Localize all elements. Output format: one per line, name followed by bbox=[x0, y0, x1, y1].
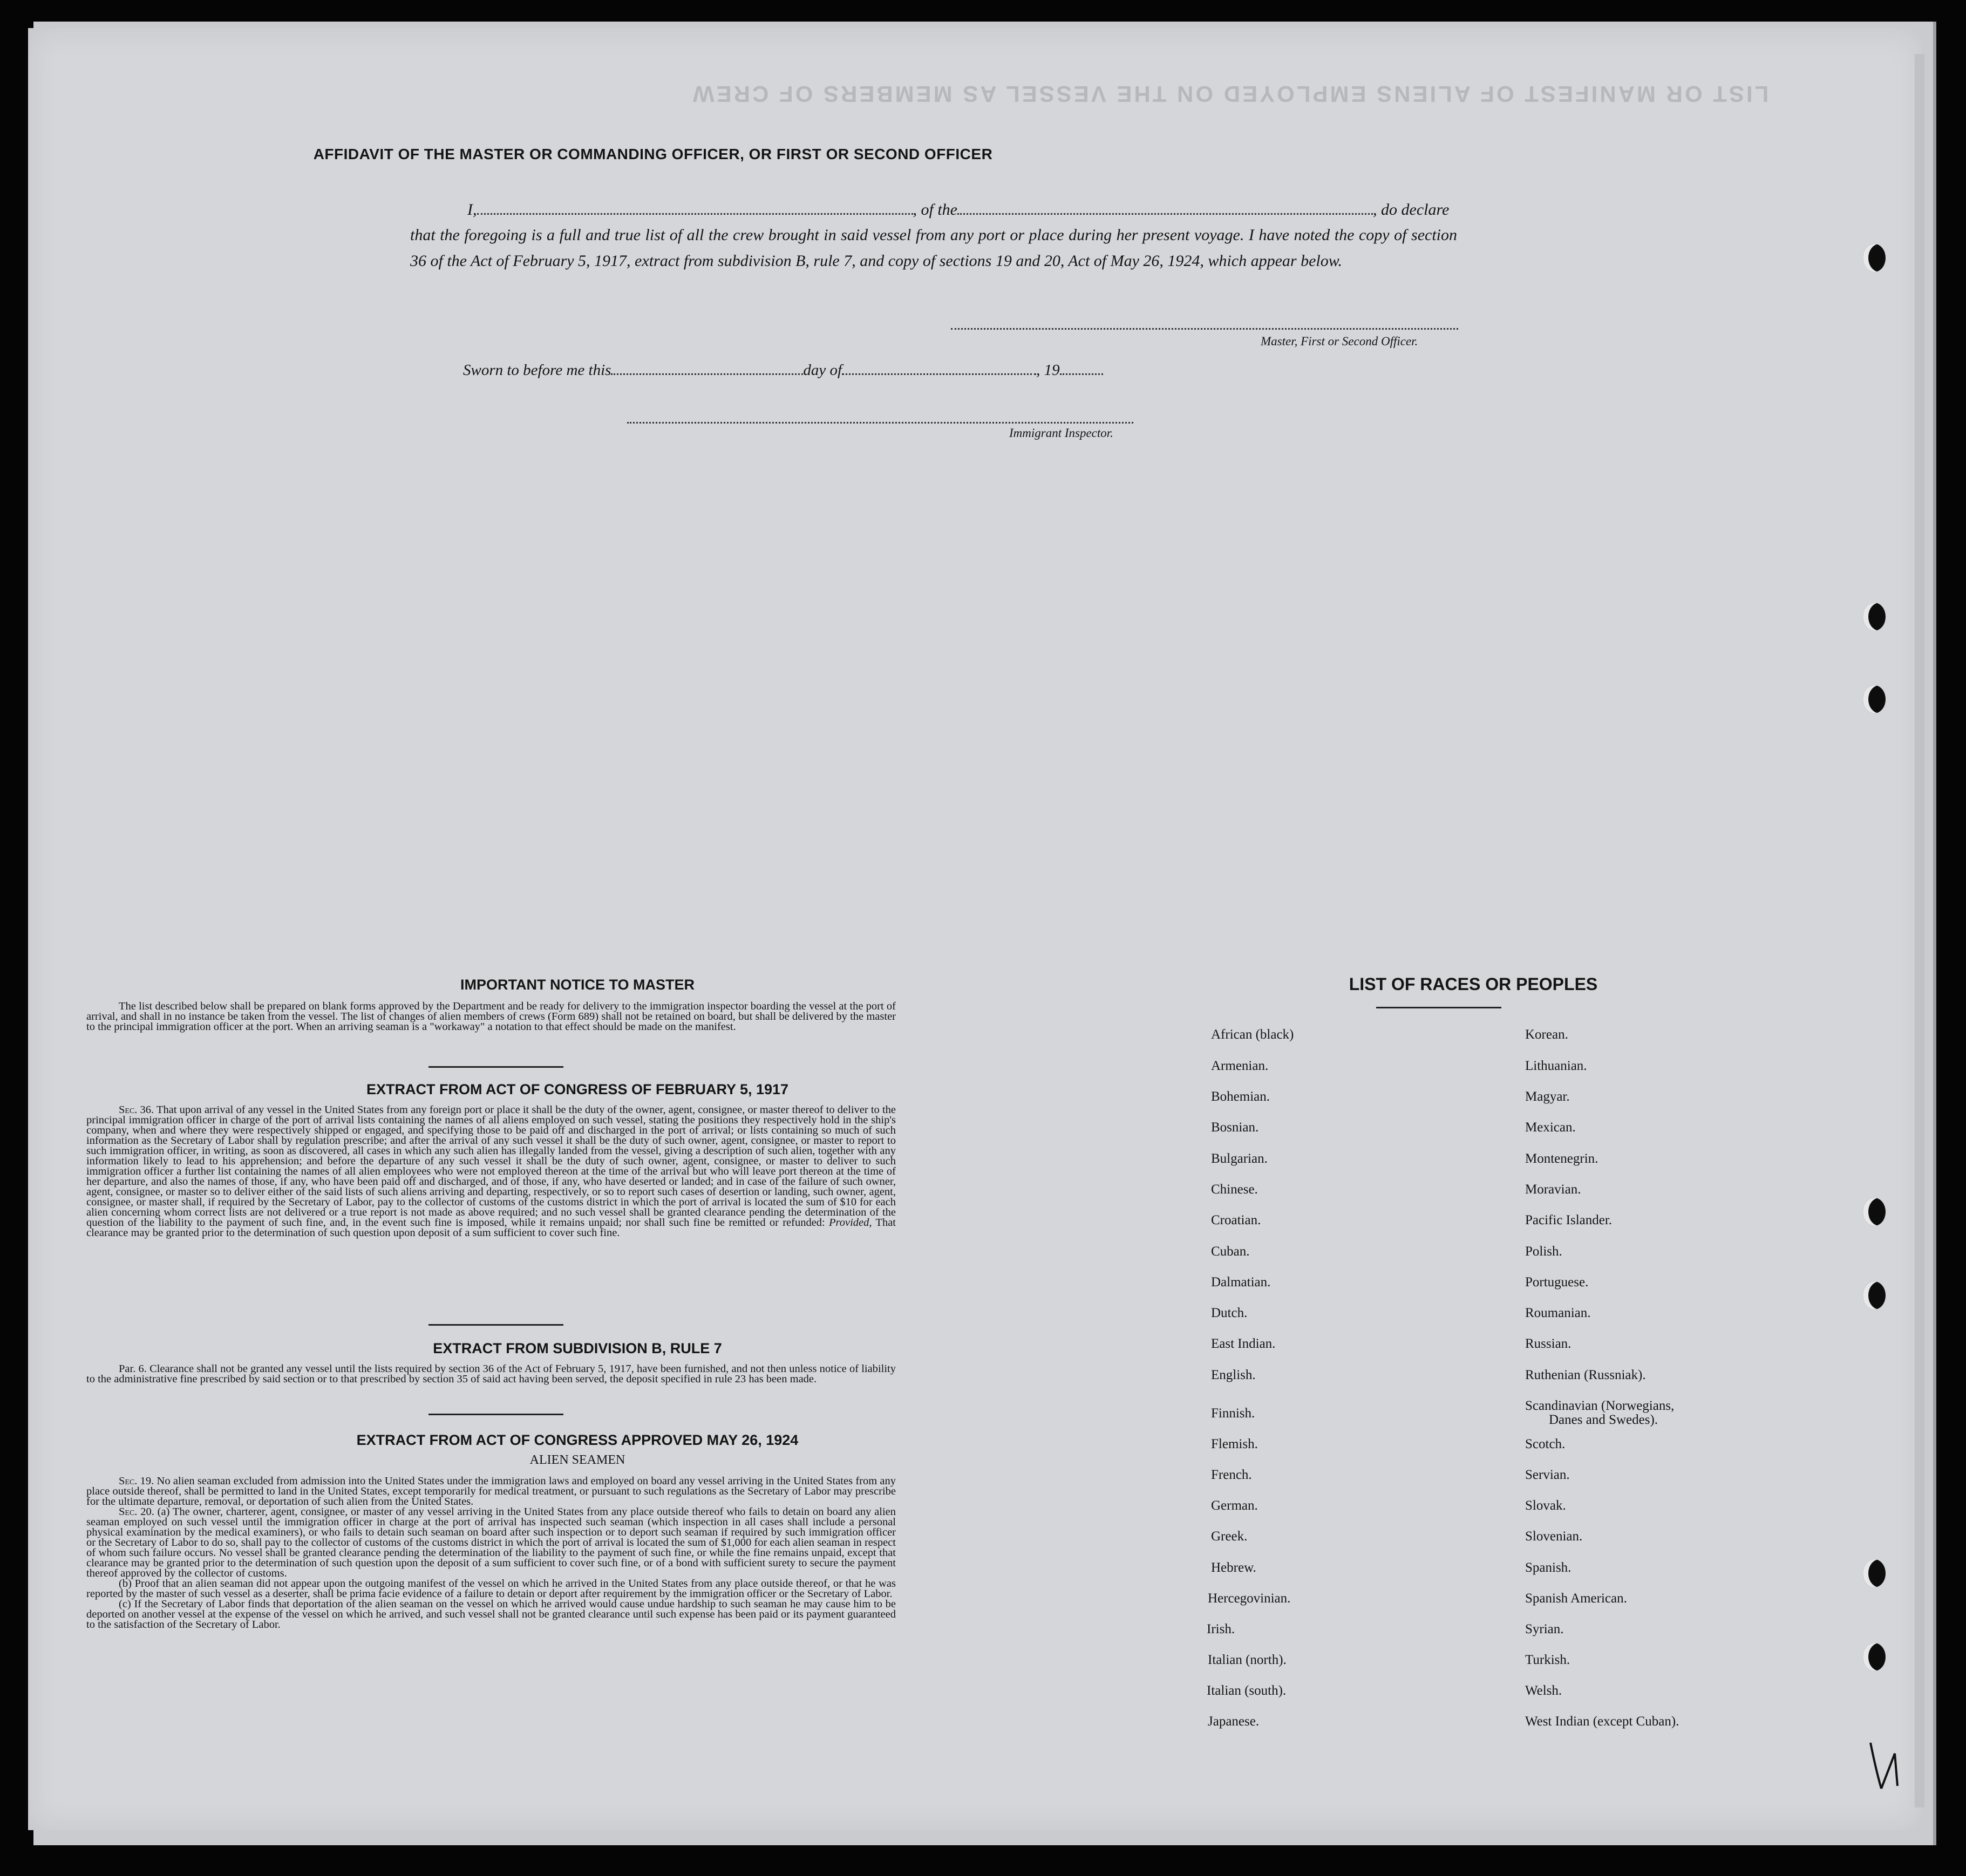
master-signature-caption: Master, First or Second Officer. bbox=[1261, 335, 1418, 348]
race-item: Dutch. bbox=[1211, 1306, 1248, 1320]
notice-paragraph: The list described below shall be prepared on blank forms approved by the Department and be ready for delivery to the immigration inspector boarding the vessel at the port of arrival, and shall in no instance be taken from the vessel. The list of changes of alien members of crews (Form 689) shall not be retained on board, but shall be delivered by the master to the principal immigration officer at the port. When an arriving seaman is a "workaway" a notation to that effect should be made on the manifest. bbox=[86, 1000, 896, 1033]
extract-1917-title: EXTRACT FROM ACT OF CONGRESS OF FEBRUARY 5, 1917 bbox=[366, 1081, 789, 1097]
race-item: English. bbox=[1211, 1368, 1256, 1382]
race-item: Russian. bbox=[1525, 1336, 1572, 1351]
race-item: Magyar. bbox=[1525, 1089, 1570, 1104]
race-item: Scandinavian (Norwegians, bbox=[1525, 1399, 1675, 1413]
race-item: Slovak. bbox=[1525, 1498, 1566, 1513]
race-item: Mexican. bbox=[1525, 1120, 1576, 1135]
master-name-blank[interactable] bbox=[477, 203, 913, 215]
sec19-label: Sec. 19. bbox=[119, 1475, 154, 1487]
binder-hole bbox=[1863, 1643, 1886, 1671]
race-item: Cuban. bbox=[1211, 1244, 1250, 1259]
inspector-signature-line[interactable] bbox=[627, 422, 1133, 424]
race-item: Turkish. bbox=[1525, 1653, 1570, 1667]
sworn-month-blank[interactable] bbox=[842, 364, 1036, 375]
binder-hole bbox=[1863, 603, 1886, 631]
race-item: Danes and Swedes). bbox=[1549, 1413, 1658, 1427]
section-divider bbox=[428, 1066, 563, 1068]
binder-hole bbox=[1863, 1198, 1886, 1226]
extract-1917-text bbox=[86, 1105, 896, 1238]
binder-hole bbox=[1863, 1559, 1886, 1587]
notice-text bbox=[86, 1001, 896, 1032]
affidavit-of-the: , of the bbox=[913, 201, 957, 219]
race-item: Bohemian. bbox=[1211, 1089, 1270, 1104]
sworn-year-blank[interactable] bbox=[1060, 364, 1103, 375]
sec36-body: That upon arrival of any vessel in the United States from any foreign port or place it shall be the duty of the owner, agent, consignee, or master thereof to deliver to the principal immigration officer in charge of the port of arrival lists containing the names of all aliens employed on such vessel, stating the positions they respectively hold in the ship's company, when and where they were respectively shipped or engaged, and specifying those to be paid off and discharged in the port of arrival; or lists containing so much of such information as the Secretary of Labor shall by regulation prescribe; and after the arrival of any such vessel it shall be the duty of such owner, agent, consignee, or master to report to such immigration officer, in writing, as soon as discovered, all cases in which any such alien has illegally landed from the vessel, giving a description of such alien, together with any information likely to lead to his apprehension; and before the departure of any such vessel it shall be the duty of such owner, agent, consignee, or master to deliver to such immigration officer a further list containing the names of all alien employees who were not employed thereon at the time of the arrival but who will leave port thereon at the time of her departure, and also the names of those, if any, who have been paid off and discharged, and of those, if any, who have deserted or landed; and in case of the failure of such owner, agent, consignee, or master so to deliver either of the said lists of such aliens arriving and departing, respectively, or so to report such cases of desertion or landing, such owner, agent, consignee, or master shall, if required by the Secretary of Labor, pay to the collector of customs of the customs district in which the port of arrival is located the sum of $10 for each alien concerning whom correct lists are not delivered or a true report is not made as above required; and no such vessel shall be granted clearance pending the determination of the question of the liability to the payment of such fine, and, in the event such fine is imposed, while it remains unpaid; nor shall such fine be remitted or refunded: bbox=[86, 1104, 896, 1229]
race-item: Dalmatian. bbox=[1211, 1275, 1271, 1290]
master-signature-line[interactable] bbox=[951, 328, 1458, 330]
race-item: African (black) bbox=[1211, 1027, 1294, 1042]
race-item: Spanish. bbox=[1525, 1560, 1572, 1575]
sworn-prefix: Sworn to before me this bbox=[463, 361, 611, 379]
race-item: Welsh. bbox=[1525, 1683, 1562, 1698]
subdivision-b-text bbox=[86, 1364, 896, 1384]
extract-1924-title: EXTRACT FROM ACT OF CONGRESS APPROVED MAY 26, 1924 bbox=[356, 1432, 799, 1448]
vessel-name-blank[interactable] bbox=[957, 203, 1373, 215]
race-item: Finnish. bbox=[1211, 1406, 1255, 1421]
race-item: Japanese. bbox=[1208, 1714, 1260, 1729]
inspector-signature-caption: Immigrant Inspector. bbox=[1009, 426, 1113, 440]
extract-1924-text bbox=[86, 1476, 896, 1630]
race-item: Montenegrin. bbox=[1525, 1151, 1598, 1166]
race-item: Chinese. bbox=[1211, 1182, 1258, 1197]
race-item: Slovenian. bbox=[1525, 1529, 1583, 1544]
sworn-day-blank[interactable] bbox=[611, 364, 803, 375]
section-divider bbox=[428, 1324, 563, 1326]
affidavit-declaration-line bbox=[467, 201, 1449, 219]
binder-hole bbox=[1863, 685, 1886, 713]
affidavit-body: that the foregoing is a full and true list of all the crew brought in said vessel from any port or place during her present voyage. I have noted the copy of section 36 of the Act of February 5, 1917, extract from subdivision B, rule 7, and copy of sections 19 and 20, Act of May 26, 1924, which appear below. bbox=[410, 226, 1457, 270]
affidavit-title: AFFIDAVIT OF THE MASTER OR COMMANDING OFFICER, OR FIRST OR SECOND OFFICER bbox=[313, 146, 993, 162]
binder-hole bbox=[1863, 1281, 1886, 1309]
race-item: Hercegovinian. bbox=[1208, 1591, 1291, 1606]
race-item: Korean. bbox=[1525, 1027, 1568, 1042]
race-item: Flemish. bbox=[1211, 1437, 1258, 1451]
sworn-year: , 19 bbox=[1036, 361, 1060, 379]
race-item: Syrian. bbox=[1525, 1622, 1564, 1636]
subdivision-b-paragraph: Par. 6. Clearance shall not be granted any vessel until the lists required by section 36 of the Act of February 5, 1917, have been furnished, and not then unless notice of liability to the administrative fine prescribed by said section or to that prescribed by section 35 of said act having been served, the deposit specified in rule 23 has been made. bbox=[86, 1363, 896, 1385]
notice-title: IMPORTANT NOTICE TO MASTER bbox=[460, 977, 695, 993]
race-item: Armenian. bbox=[1211, 1059, 1269, 1073]
sec36-end: That clearance may be granted prior to the determination of such question upon deposit of a sum sufficient to cover such fine. bbox=[86, 1217, 896, 1239]
sec20a-body: (a) The owner, charterer, agent, consignee, or master of any vessel arriving in the United States from any place outside thereof who fails to detain on board any alien seaman employed on such vessel until the immigration officer in charge at the port of arrival has inspected such seaman (which inspection in all cases shall include a personal physical examination by the medical examiners), or who fails to detain such seaman on board after such inspection or to deport such seaman if required by such immigration officer or the Secretary of Labor to do so, shall pay to the collector of customs of the customs district in which the port of arrival is located the sum of $1,000 for each alien seaman in respect of whom such failure occurs. No vessel shall be granted clearance pending the determination of the liability to the payment of such fine, or while the fine remains unpaid, except that clearance may be granted prior to the determination of such question upon the deposit of a sum sufficient to cover such fine, or of a bond with sufficient surety to secure the payment thereof approved by the collector of customs. bbox=[86, 1506, 896, 1579]
race-item: East Indian. bbox=[1211, 1336, 1276, 1351]
race-item: Servian. bbox=[1525, 1468, 1570, 1482]
sec36-label: Sec. 36. bbox=[119, 1104, 154, 1116]
sec20b-body: (b) Proof that an alien seaman did not appear upon the outgoing manifest of the vessel on which he arrived in the United States from any place outside thereof, or that he was reported by the master of such vessel as a deserter, shall be prima facie evidence of a failure to detain or deport after requirement by the immigration officer or the Secretary of Labor. bbox=[86, 1578, 896, 1600]
sworn-day-of: day of bbox=[803, 361, 842, 379]
race-item: Croatian. bbox=[1211, 1213, 1261, 1227]
race-item: Scotch. bbox=[1525, 1437, 1566, 1451]
race-item: Lithuanian. bbox=[1525, 1059, 1587, 1073]
race-item: French. bbox=[1211, 1468, 1252, 1482]
extract-1924-subtitle: ALIEN SEAMEN bbox=[529, 1453, 625, 1467]
binder-hole bbox=[1863, 244, 1886, 272]
race-item: Italian (north). bbox=[1208, 1653, 1287, 1667]
sworn-line bbox=[463, 361, 1103, 379]
race-item: Pacific Islander. bbox=[1525, 1213, 1613, 1227]
race-item: Bulgarian. bbox=[1211, 1151, 1268, 1166]
provided-word: Provided, bbox=[829, 1217, 872, 1229]
page-edge bbox=[1915, 54, 1924, 1807]
race-item: Portuguese. bbox=[1525, 1275, 1589, 1290]
race-item: Ruthenian (Russniak). bbox=[1525, 1368, 1646, 1382]
bleed-through-heading: LIST OR MANIFEST OF ALIENS EMPLOYED ON THE VESSEL AS MEMBERS OF CREW bbox=[691, 81, 1769, 107]
race-item: Italian (south). bbox=[1207, 1683, 1287, 1698]
affidavit-i: I, bbox=[467, 201, 477, 219]
subdivision-b-title: EXTRACT FROM SUBDIVISION B, RULE 7 bbox=[433, 1340, 722, 1356]
race-item: Moravian. bbox=[1525, 1182, 1581, 1197]
race-item: Spanish American. bbox=[1525, 1591, 1627, 1606]
race-item: Greek. bbox=[1211, 1529, 1248, 1544]
section-divider bbox=[428, 1414, 563, 1415]
race-item: Irish. bbox=[1207, 1622, 1235, 1636]
sec20-label: Sec. 20. bbox=[119, 1506, 154, 1518]
sec20c-body: (c) If the Secretary of Labor finds that deportation of the alien seaman on the vessel on which he arrived would cause undue hardship to such seaman he may cause him to be deported on another vessel at the expense of the vessel on which he arrived, and such vessel shall not be granted clearance until such expense has been paid or its payment guaranteed to the satisfaction of the Secretary of Labor. bbox=[86, 1598, 896, 1631]
race-item: West Indian (except Cuban). bbox=[1525, 1714, 1679, 1729]
races-title: LIST OF RACES OR PEOPLES bbox=[1349, 974, 1598, 994]
race-item: Roumanian. bbox=[1525, 1306, 1591, 1320]
race-item: Hebrew. bbox=[1211, 1560, 1256, 1575]
affidavit-do-declare: , do declare bbox=[1373, 201, 1450, 219]
race-item: Bosnian. bbox=[1211, 1120, 1259, 1135]
pencil-mark bbox=[1865, 1737, 1908, 1797]
race-item: Polish. bbox=[1525, 1244, 1562, 1259]
races-title-rule bbox=[1376, 1007, 1501, 1008]
race-item: German. bbox=[1211, 1498, 1258, 1513]
sec19-body: No alien seaman excluded from admission into the United States under the immigration laws and employed on board any vessel arriving in the United States from any place outside thereof, shall be permitted to land in the United States, except temporarily for medical treatment, or pursuant to such regulations as the Secretary of Labor may prescribe for the ultimate departure, removal, or deportation of such alien from the United States. bbox=[86, 1475, 896, 1507]
